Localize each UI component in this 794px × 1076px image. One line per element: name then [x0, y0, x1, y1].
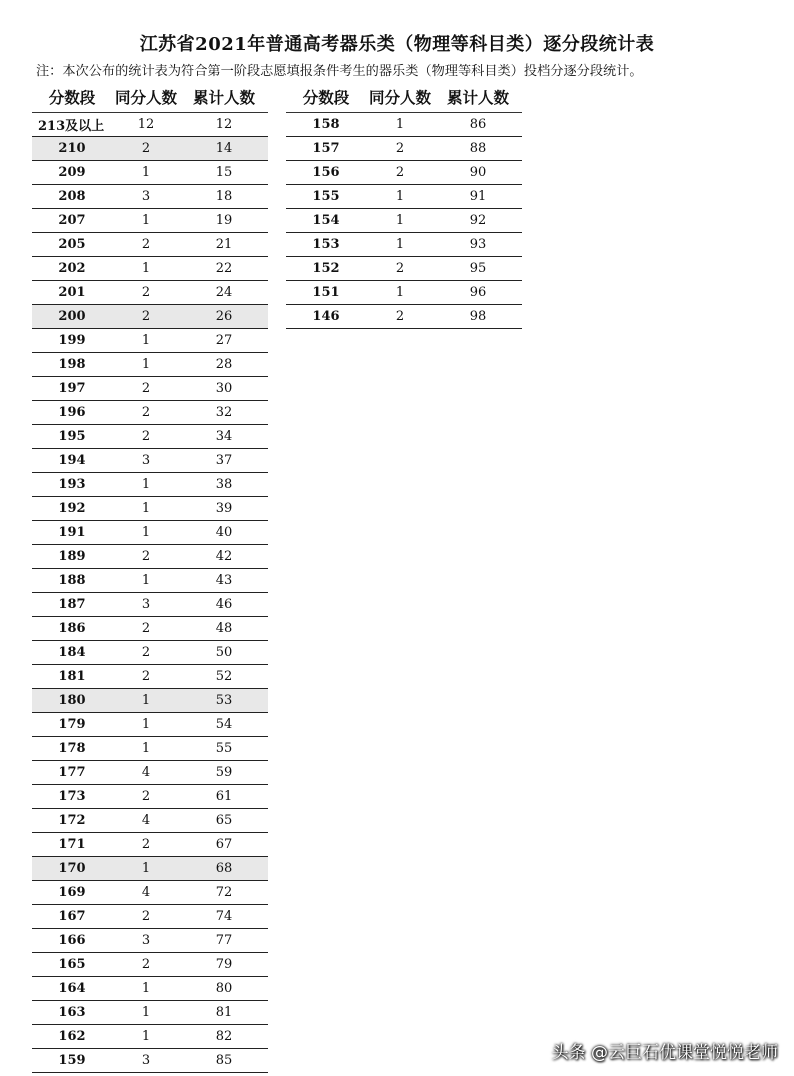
- cumulative-cell: 15: [215, 165, 233, 180]
- cumulative-cell: 79: [215, 957, 233, 972]
- table-row: [32, 425, 268, 449]
- table-row: [32, 881, 268, 905]
- same-count-cell: 1: [141, 1005, 151, 1020]
- cumulative-cell: 80: [215, 981, 233, 996]
- score-cell: 164: [58, 981, 86, 996]
- table-row: [32, 329, 268, 353]
- same-count-cell: 1: [141, 741, 151, 756]
- table-row: [286, 137, 522, 161]
- table-row: [32, 1001, 268, 1025]
- cumulative-cell: 96: [469, 285, 487, 300]
- score-cell: 167: [58, 909, 86, 924]
- score-cell: 155: [312, 189, 340, 204]
- cumulative-cell: 37: [215, 453, 233, 468]
- same-count-cell: 2: [141, 669, 151, 684]
- same-count-cell: 4: [141, 765, 151, 780]
- table-row: [32, 209, 268, 233]
- score-cell: 177: [58, 765, 86, 780]
- same-count-cell: 1: [141, 693, 151, 708]
- table-row: [32, 497, 268, 521]
- table-row: [286, 305, 522, 329]
- table-row: [286, 161, 522, 185]
- table-row: [286, 113, 522, 137]
- score-cell: 201: [58, 285, 86, 300]
- same-count-cell: 1: [141, 501, 151, 516]
- score-cell: 200: [58, 309, 86, 324]
- cumulative-cell: 39: [215, 501, 233, 516]
- header-cumulative: 累计人数: [446, 89, 509, 107]
- same-count-cell: 2: [141, 621, 151, 636]
- same-count-cell: 1: [395, 189, 405, 204]
- table-row: [32, 257, 268, 281]
- same-count-cell: 1: [141, 1029, 151, 1044]
- cumulative-cell: 98: [469, 309, 487, 324]
- header-score: 分数段: [302, 89, 350, 107]
- cumulative-cell: 40: [215, 525, 233, 540]
- cumulative-cell: 91: [469, 189, 487, 204]
- score-cell: 159: [58, 1053, 86, 1068]
- score-cell: 173: [58, 789, 86, 804]
- table-row: [32, 401, 268, 425]
- cumulative-cell: 53: [215, 693, 233, 708]
- same-count-cell: 1: [141, 573, 151, 588]
- cumulative-cell: 32: [215, 405, 233, 420]
- score-cell: 151: [312, 285, 340, 300]
- score-cell: 208: [58, 189, 86, 204]
- cumulative-cell: 59: [215, 765, 233, 780]
- header-score: 分数段: [48, 89, 96, 107]
- cumulative-cell: 27: [215, 333, 233, 348]
- score-cell: 154: [312, 213, 340, 228]
- cumulative-cell: 65: [215, 813, 233, 828]
- cumulative-cell: 46: [215, 597, 233, 612]
- cumulative-cell: 52: [215, 669, 233, 684]
- table-row: [32, 281, 268, 305]
- same-count-cell: 2: [141, 837, 151, 852]
- cumulative-cell: 61: [215, 789, 233, 804]
- cumulative-cell: 88: [469, 141, 487, 156]
- score-table-right: [286, 82, 522, 329]
- score-cell: 205: [58, 237, 86, 252]
- cumulative-cell: 38: [215, 477, 233, 492]
- score-cell: 210: [58, 141, 86, 156]
- same-count-cell: 1: [141, 861, 151, 876]
- cumulative-cell: 85: [215, 1053, 233, 1068]
- page-title: 江苏省2021年普通高考器乐类（物理等科目类）逐分段统计表: [139, 34, 655, 55]
- watermark-text: 头条 @云巨石优课堂悦悦老师: [551, 1043, 778, 1063]
- cumulative-cell: 19: [215, 213, 233, 228]
- cumulative-cell: 74: [215, 909, 233, 924]
- table-row: [286, 281, 522, 305]
- table-header: [32, 82, 268, 113]
- cumulative-cell: 82: [215, 1029, 233, 1044]
- table-row: [32, 953, 268, 977]
- cumulative-cell: 22: [215, 261, 233, 276]
- table-row: [32, 593, 268, 617]
- cumulative-cell: 12: [215, 117, 233, 132]
- table-row: [32, 905, 268, 929]
- same-count-cell: 2: [141, 957, 151, 972]
- table-row: [286, 257, 522, 281]
- table-row: [32, 809, 268, 833]
- cumulative-cell: 55: [215, 741, 233, 756]
- table-row: [32, 569, 268, 593]
- score-cell: 158: [312, 117, 340, 132]
- header-cumulative: 累计人数: [192, 89, 255, 107]
- table-row: [32, 857, 268, 881]
- table-row: [32, 737, 268, 761]
- score-cell: 162: [58, 1029, 86, 1044]
- same-count-cell: 3: [141, 933, 151, 948]
- cumulative-cell: 18: [215, 189, 233, 204]
- score-table-left: [32, 82, 268, 1073]
- score-cell: 207: [58, 213, 86, 228]
- cumulative-cell: 81: [215, 1005, 233, 1020]
- same-count-cell: 1: [141, 213, 151, 228]
- same-count-cell: 4: [141, 813, 151, 828]
- cumulative-cell: 14: [215, 141, 233, 156]
- table-row: [32, 977, 268, 1001]
- score-cell: 199: [58, 333, 86, 348]
- same-count-cell: 2: [141, 141, 151, 156]
- same-count-cell: 2: [141, 405, 151, 420]
- same-count-cell: 2: [141, 789, 151, 804]
- table-row: [32, 641, 268, 665]
- same-count-cell: 1: [395, 117, 405, 132]
- cumulative-cell: 30: [215, 381, 233, 396]
- same-count-cell: 2: [141, 909, 151, 924]
- same-count-cell: 1: [141, 477, 151, 492]
- same-count-cell: 12: [137, 117, 155, 132]
- same-count-cell: 3: [141, 597, 151, 612]
- score-cell: 169: [58, 885, 86, 900]
- score-cell: 180: [58, 693, 86, 708]
- same-count-cell: 1: [141, 717, 151, 732]
- score-cell: 156: [312, 165, 340, 180]
- cumulative-cell: 54: [215, 717, 233, 732]
- score-cell: 186: [58, 621, 86, 636]
- same-count-cell: 1: [141, 525, 151, 540]
- same-count-cell: 1: [395, 237, 405, 252]
- same-count-cell: 1: [141, 261, 151, 276]
- table-body-right: [286, 113, 522, 329]
- table-row: [32, 305, 268, 329]
- same-count-cell: 2: [141, 549, 151, 564]
- table-row: [32, 785, 268, 809]
- same-count-cell: 2: [395, 309, 405, 324]
- score-cell: 194: [58, 453, 86, 468]
- score-cell: 188: [58, 573, 86, 588]
- same-count-cell: 3: [141, 189, 151, 204]
- score-cell: 178: [58, 741, 86, 756]
- same-count-cell: 3: [141, 453, 151, 468]
- table-row: [32, 161, 268, 185]
- table-note: 注：本次公布的统计表为符合第一阶段志愿填报条件考生的器乐类（物理等科目类）投档分逐分段统计。: [36, 64, 643, 79]
- score-cell: 166: [58, 933, 86, 948]
- cumulative-cell: 92: [469, 213, 487, 228]
- same-count-cell: 2: [141, 429, 151, 444]
- score-cell: 187: [58, 597, 86, 612]
- table-row: [32, 185, 268, 209]
- cumulative-cell: 86: [469, 117, 487, 132]
- table-row: [32, 1049, 268, 1073]
- same-count-cell: 2: [141, 645, 151, 660]
- score-cell: 153: [312, 237, 340, 252]
- header-same-count: 同分人数: [368, 89, 431, 107]
- cumulative-cell: 48: [215, 621, 233, 636]
- table-row: [32, 929, 268, 953]
- cumulative-cell: 24: [215, 285, 233, 300]
- cumulative-cell: 67: [215, 837, 233, 852]
- score-cell: 195: [58, 429, 86, 444]
- cumulative-cell: 93: [469, 237, 487, 252]
- score-cell: 197: [58, 381, 86, 396]
- table-row: [32, 689, 268, 713]
- cumulative-cell: 72: [215, 885, 233, 900]
- score-cell: 179: [58, 717, 86, 732]
- cumulative-cell: 68: [215, 861, 233, 876]
- cumulative-cell: 26: [215, 309, 233, 324]
- same-count-cell: 1: [141, 333, 151, 348]
- score-cell: 163: [58, 1005, 86, 1020]
- cumulative-cell: 43: [215, 573, 233, 588]
- same-count-cell: 2: [141, 285, 151, 300]
- table-row: [286, 185, 522, 209]
- score-cell: 181: [58, 669, 86, 684]
- same-count-cell: 2: [141, 309, 151, 324]
- same-count-cell: 1: [395, 213, 405, 228]
- table-row: [32, 113, 268, 137]
- same-count-cell: 4: [141, 885, 151, 900]
- header-same-count: 同分人数: [114, 89, 177, 107]
- cumulative-cell: 21: [215, 237, 233, 252]
- table-row: [32, 713, 268, 737]
- table-row: [32, 833, 268, 857]
- score-cell: 209: [58, 165, 86, 180]
- table-row: [32, 353, 268, 377]
- table-row: [32, 617, 268, 641]
- table-row: [32, 137, 268, 161]
- cumulative-cell: 50: [215, 645, 233, 660]
- cumulative-cell: 90: [469, 165, 487, 180]
- table-row: [32, 233, 268, 257]
- cumulative-cell: 77: [215, 933, 233, 948]
- score-cell: 198: [58, 357, 86, 372]
- score-cell: 184: [58, 645, 86, 660]
- table-row: [32, 665, 268, 689]
- table-row: [32, 449, 268, 473]
- score-cell: 196: [58, 405, 86, 420]
- same-count-cell: 1: [141, 165, 151, 180]
- table-row: [32, 1025, 268, 1049]
- score-cell: 202: [58, 261, 86, 276]
- table-row: [286, 209, 522, 233]
- same-count-cell: 2: [395, 141, 405, 156]
- score-cell: 152: [312, 261, 340, 276]
- same-count-cell: 1: [395, 285, 405, 300]
- score-cell: 193: [58, 477, 86, 492]
- score-cell: 171: [58, 837, 86, 852]
- score-cell: 157: [312, 141, 340, 156]
- cumulative-cell: 42: [215, 549, 233, 564]
- score-cell: 170: [58, 861, 86, 876]
- cumulative-cell: 95: [469, 261, 487, 276]
- score-cell: 172: [58, 813, 86, 828]
- score-cell: 192: [58, 501, 86, 516]
- table-row: [32, 545, 268, 569]
- score-cell: 213及以上: [38, 119, 105, 134]
- cumulative-cell: 34: [215, 429, 233, 444]
- same-count-cell: 2: [395, 165, 405, 180]
- table-row: [32, 761, 268, 785]
- score-cell: 191: [58, 525, 86, 540]
- table-row: [32, 521, 268, 545]
- table-row: [32, 377, 268, 401]
- same-count-cell: 2: [141, 381, 151, 396]
- same-count-cell: 2: [141, 237, 151, 252]
- table-body-left: [32, 113, 268, 1073]
- same-count-cell: 3: [141, 1053, 151, 1068]
- same-count-cell: 1: [141, 981, 151, 996]
- table-row: [32, 473, 268, 497]
- cumulative-cell: 28: [215, 357, 233, 372]
- same-count-cell: 2: [395, 261, 405, 276]
- table-row: [286, 233, 522, 257]
- score-cell: 146: [312, 309, 340, 324]
- score-cell: 165: [58, 957, 86, 972]
- table-header: [286, 82, 522, 113]
- score-cell: 189: [58, 549, 86, 564]
- same-count-cell: 1: [141, 357, 151, 372]
